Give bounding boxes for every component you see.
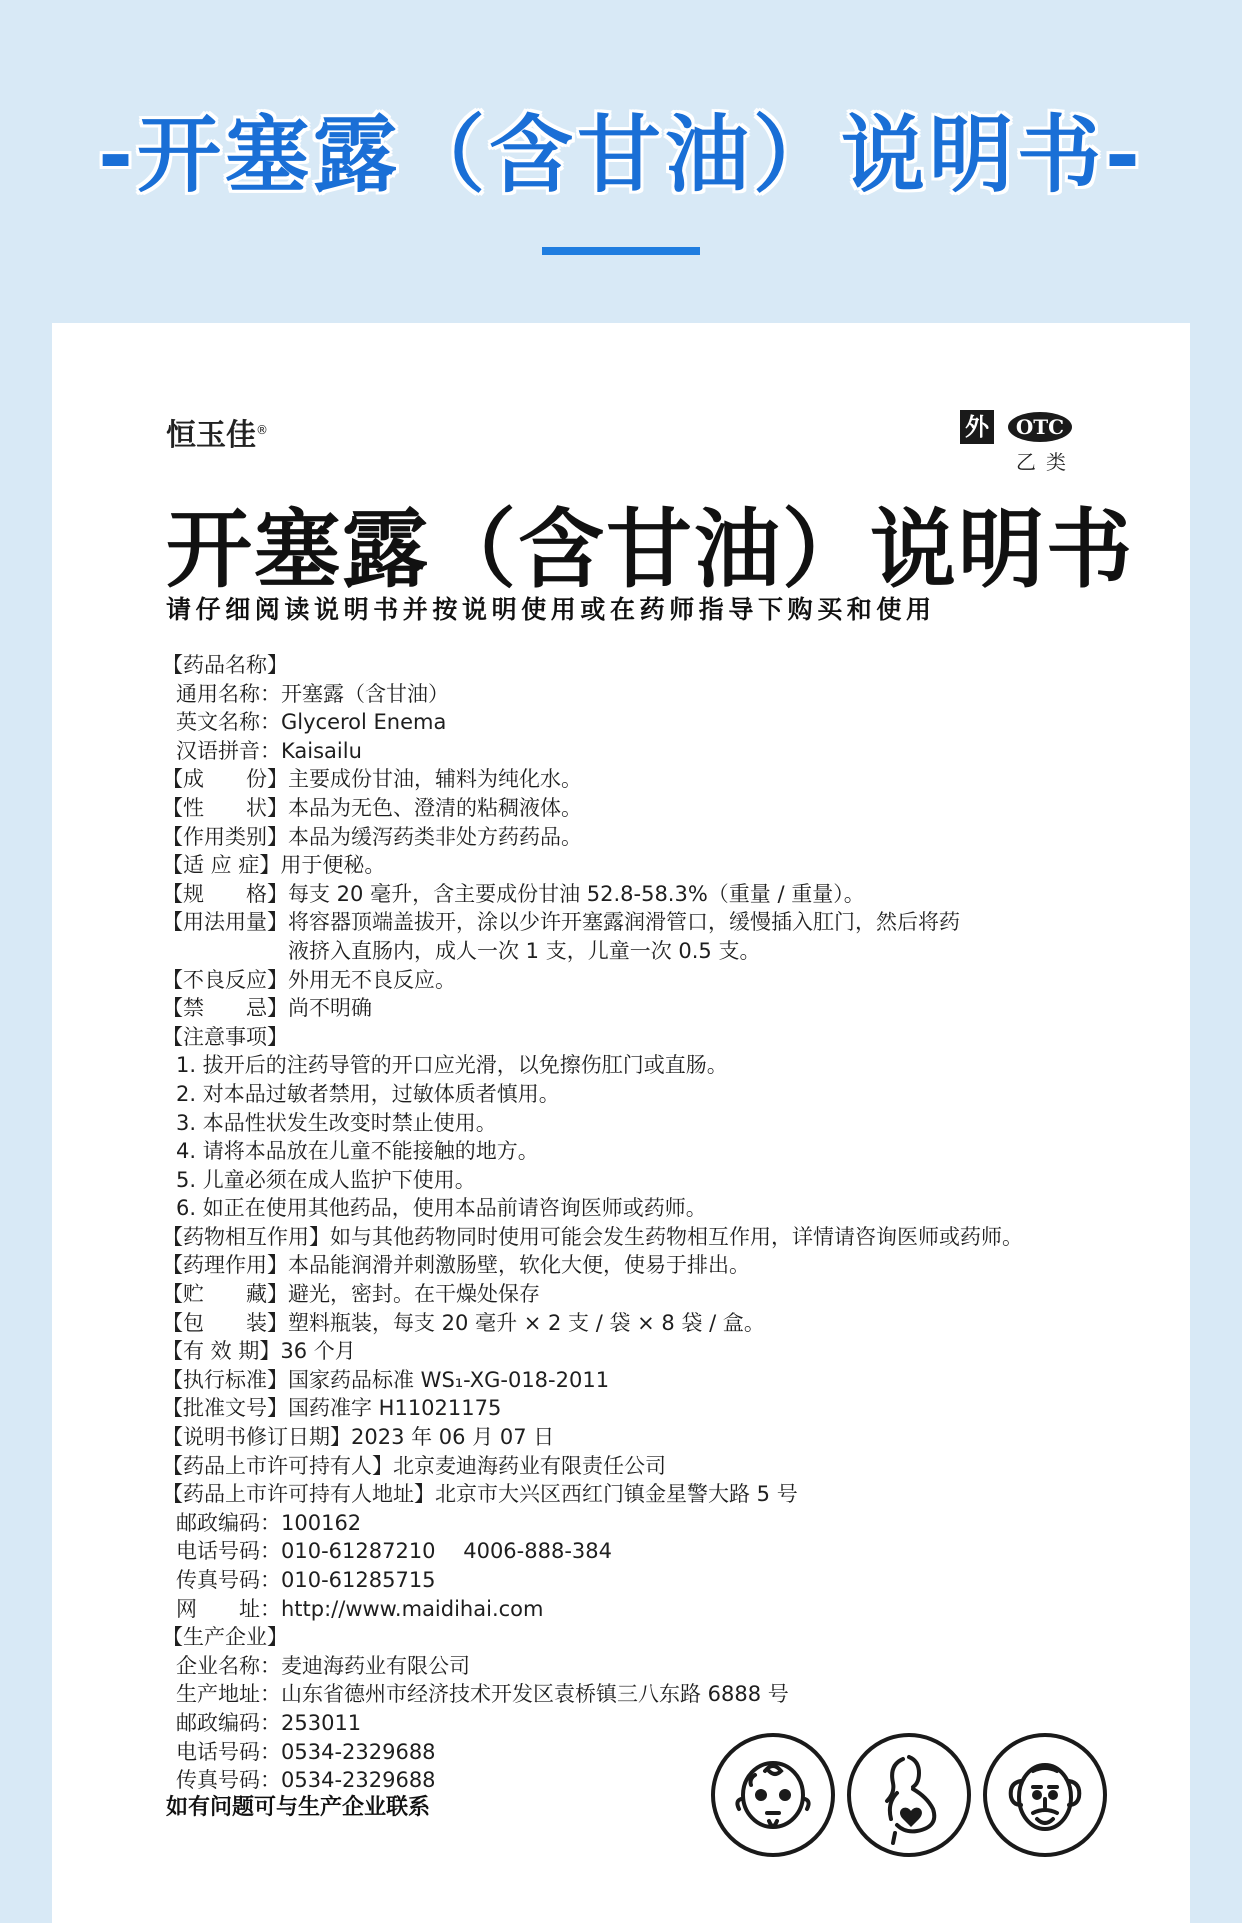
section-drug-name: 【药品名称】 [162, 653, 288, 677]
precaution-item: 6. 如正在使用其他药品，使用本品前请咨询医师或药师。 [176, 1196, 707, 1221]
manufacturer-address: 生产地址：山东省德州市经济技术开发区袁桥镇三八东路 6888 号 [176, 1682, 789, 1707]
section-manufacturer: 【生产企业】 [162, 1625, 288, 1650]
otc-class: 乙类 [1016, 450, 1076, 474]
precaution-item: 3. 本品性状发生改变时禁止使用。 [176, 1110, 497, 1135]
generic-name: 通用名称：开塞露（含甘油） [176, 681, 449, 706]
pharmacology: 【药理作用】本品能润滑并刺激肠壁，软化大便，使易于排出。 [162, 1253, 750, 1278]
external-use-mark: 外 [960, 410, 994, 444]
holder-phone: 电话号码：010-61287210 4006-888-384 [176, 1539, 612, 1564]
english-name: 英文名称：Glycerol Enema [176, 710, 447, 735]
revision-date: 【说明书修订日期】2023 年 06 月 07 日 [162, 1425, 555, 1450]
manufacturer-phone: 电话号码：0534-2329688 [176, 1739, 436, 1764]
precaution-item: 2. 对本品过敏者禁用，过敏体质者慎用。 [176, 1081, 560, 1106]
precaution-item: 1. 拔开后的注药导管的开口应光滑，以免擦伤肛门或直肠。 [176, 1053, 728, 1078]
storage: 【贮 藏】避光，密封。在干燥处保存 [162, 1282, 540, 1307]
license-holder-address: 【药品上市许可持有人地址】北京市大兴区西红门镇金星警大路 5 号 [162, 1482, 798, 1507]
holder-website: 网 址：http://www.maidihai.com [176, 1596, 544, 1621]
section-precautions: 【注意事项】 [162, 1024, 288, 1049]
drug-interactions: 【药物相互作用】如与其他药物同时使用可能会发生药物相互作用，详情请咨询医师或药师。 [162, 1224, 1023, 1249]
otc-logo: OTC [1008, 412, 1072, 442]
dosage: 【用法用量】将容器顶端盖拔开，涂以少许开塞露润滑管口，缓慢插入肛门，然后将药 [162, 910, 960, 935]
adverse-reactions: 【不良反应】外用无不良反应。 [162, 967, 456, 992]
pregnant-woman-icon [847, 1733, 971, 1857]
document-subtitle: 请仔细阅读说明书并按说明使用或在药师指导下购买和使用 [166, 595, 936, 624]
manufacturer-fax: 传真号码：0534-2329688 [176, 1768, 436, 1793]
elderly-icon [983, 1733, 1107, 1857]
banner-underline [542, 247, 700, 255]
contraindications: 【禁 忌】尚不明确 [162, 996, 372, 1021]
dosage-continued: 液挤入直肠内，成人一次 1 支，儿童一次 0.5 支。 [288, 938, 761, 963]
brand-logo [166, 410, 268, 454]
manufacturer-postcode: 邮政编码：253011 [176, 1710, 362, 1735]
baby-icon [711, 1733, 835, 1857]
manufacturer-name: 企业名称：麦迪海药业有限公司 [176, 1653, 470, 1678]
indications: 【适 应 症】用于便秘。 [162, 853, 386, 878]
document-title: 开塞露（含甘油）说明书 [166, 500, 1134, 600]
precaution-item: 5. 儿童必须在成人监护下使用。 [176, 1167, 476, 1192]
pinyin-name: 汉语拼音：Kaisailu [176, 738, 362, 763]
brand-name: 恒玉佳 [166, 418, 256, 453]
holder-fax: 传真号码：010-61285715 [176, 1568, 436, 1592]
otc-badge [960, 410, 1080, 476]
leaflet-body [162, 651, 1082, 1795]
banner-title: -开塞露（含甘油）说明书- [98, 106, 1144, 204]
shelf-life: 【有 效 期】36 个月 [162, 1339, 356, 1364]
category: 【作用类别】本品为缓泻药类非处方药药品。 [162, 824, 582, 849]
standard: 【执行标准】国家药品标准 WS₁-XG-018-2011 [162, 1367, 610, 1392]
approval-number: 【批准文号】国药准字 H11021175 [162, 1396, 502, 1421]
ingredients: 【成 份】主要成份甘油，辅料为纯化水。 [162, 767, 582, 792]
license-holder: 【药品上市许可持有人】北京麦迪海药业有限责任公司 [162, 1453, 666, 1478]
precaution-item: 4. 请将本品放在儿童不能接触的地方。 [176, 1139, 539, 1164]
appearance: 【性 状】本品为无色、澄清的粘稠液体。 [162, 795, 582, 820]
specification: 【规 格】每支 20 毫升，含主要成份甘油 52.8-58.3%（重量 / 重量）。 [162, 881, 865, 906]
registered-mark: ® [256, 423, 268, 437]
packaging: 【包 装】塑料瓶装，每支 20 毫升 × 2 支 / 袋 × 8 袋 / 盒。 [162, 1310, 765, 1335]
contact-note: 如有问题可与生产企业联系 [166, 1795, 431, 1820]
holder-postcode: 邮政编码：100162 [176, 1510, 362, 1535]
